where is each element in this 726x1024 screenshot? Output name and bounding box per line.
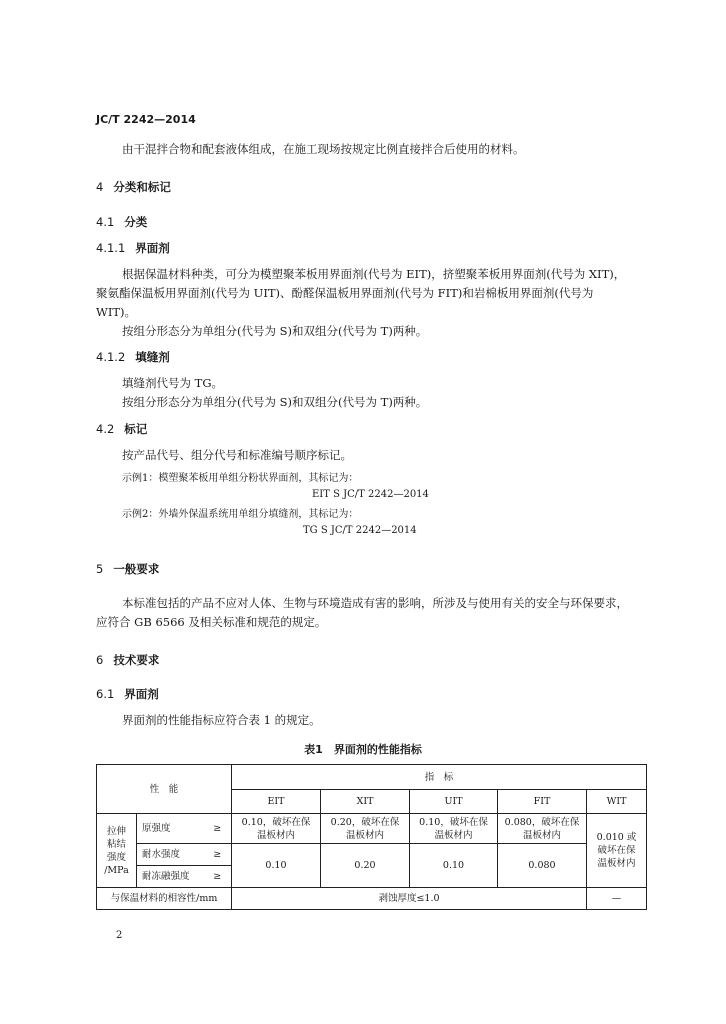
- header-property: 性 能: [97, 765, 232, 814]
- heading-6-1: [96, 686, 159, 702]
- heading-title: 技术要求: [113, 653, 160, 667]
- heading-number: 5: [96, 562, 104, 576]
- heading-4-2: [96, 421, 147, 437]
- cell-wit: [587, 814, 647, 888]
- heading-title: 一般要求: [113, 562, 160, 576]
- cell-line: 0.10，破坏在保: [419, 816, 488, 828]
- heading-title: 分类: [124, 215, 148, 229]
- para-4-1-1-line3: WIT)。: [96, 305, 137, 319]
- heading-4-1-2: [96, 349, 170, 365]
- para-4-1-2-components: 按组分形态分为单组分(代号为 S)和双组分(代号为 T)两种。: [122, 395, 428, 409]
- standard-code: JC/T 2242—2014: [96, 113, 196, 126]
- heading-title: 分类和标记: [113, 180, 171, 194]
- para-4-1-1-line2: 聚氨酯保温板用界面剂(代号为 UIT)、酚醛保温板用界面剂(代号为 FIT)和岩棉板用界面剂(代号为: [96, 286, 594, 300]
- heading-number: 4.1: [96, 215, 115, 229]
- header-index: 指 标: [232, 765, 647, 790]
- col-xit: XIT: [321, 790, 410, 814]
- col-fit: FIT: [498, 790, 587, 814]
- cell-line: 破坏在保: [597, 845, 636, 856]
- cell-original-xit: [321, 814, 410, 844]
- intro-line: 由干混拌合物和配套液体组成，在施工现场按规定比例直接拌合后使用的材料。: [122, 142, 525, 156]
- group-label-line: /MPa: [104, 864, 129, 876]
- para-4-1-1-line1: 根据保温材料种类，可分为模塑聚苯板用界面剂(代号为 EIT)，挤塑聚苯板用界面剂(代号为 XIT)，: [122, 267, 626, 281]
- row-op: ≥: [204, 814, 232, 844]
- para-4-1-2-code: 填缝剂代号为 TG。: [122, 376, 224, 390]
- table-caption: 表1 界面剂的性能指标: [304, 743, 422, 756]
- row-op: ≥: [204, 866, 232, 888]
- heading-title: 标记: [124, 422, 148, 436]
- group-label-line: 强度: [106, 851, 126, 863]
- heading-number: 4.1.2: [96, 350, 126, 364]
- example-2-mark: TG S JC/T 2242—2014: [303, 525, 417, 536]
- cell-line: 0.080，破坏在保: [504, 816, 580, 828]
- para-5-line2: 应符合 GB 6566 及相关标准和规范的规定。: [96, 615, 327, 629]
- example-1-mark: EIT S JC/T 2242—2014: [312, 489, 429, 500]
- cell-merged-eit: 0.10: [232, 844, 321, 888]
- row-name-compat: 与保温材料的相容性/mm: [97, 888, 232, 910]
- heading-5: [96, 561, 159, 577]
- cell-line: 0.10，破坏在保: [241, 816, 311, 828]
- cell-line: 温板材内: [522, 829, 561, 841]
- heading-number: 4.1.1: [96, 241, 126, 255]
- row-name-original: 原强度: [137, 814, 204, 844]
- para-6-1: 界面剂的性能指标应符合表 1 的规定。: [122, 713, 321, 727]
- heading-4: [96, 179, 171, 195]
- cell-line: 温板材内: [434, 829, 473, 841]
- cell-original-fit: [498, 814, 587, 844]
- cell-merged-xit: 0.20: [321, 844, 410, 888]
- cell-original-uit: [410, 814, 498, 844]
- heading-title: 界面剂: [135, 241, 170, 255]
- col-eit: EIT: [232, 790, 321, 814]
- cell-original-eit: [232, 814, 321, 844]
- heading-number: 6.1: [96, 687, 115, 701]
- heading-title: 填缝剂: [135, 350, 170, 364]
- heading-title: 界面剂: [124, 687, 159, 701]
- group-label-line: 粘结: [106, 838, 126, 850]
- group-label-tensile: [97, 814, 137, 888]
- col-wit: WIT: [587, 790, 647, 814]
- heading-4-1: [96, 214, 147, 230]
- spec-table: [96, 764, 647, 910]
- cell-merged-uit: 0.10: [410, 844, 498, 888]
- cell-merged-fit: 0.080: [498, 844, 587, 888]
- group-label-line: 拉伸: [106, 825, 126, 837]
- example-1: 示例1：模塑聚苯板用单组分粉状界面剂，其标记为：: [122, 473, 359, 484]
- cell-line: 0.20，破坏在保: [330, 816, 400, 828]
- row-op: ≥: [204, 844, 232, 866]
- para-5-line1: 本标准包括的产品不应对人体、生物与环境造成有害的影响，所涉及与使用有关的安全与环保要求，: [122, 596, 628, 610]
- cell-line: 温板材内: [345, 829, 384, 841]
- cell-line: 0.010 或: [596, 832, 637, 843]
- heading-number: 4.2: [96, 422, 115, 436]
- cell-line: 温板材内: [597, 858, 636, 869]
- cell-line: 温板材内: [256, 829, 295, 841]
- row-name-water: 耐水强度: [137, 844, 204, 866]
- heading-number: 6: [96, 653, 104, 667]
- page-number: 2: [116, 930, 123, 941]
- example-2: 示例2：外墙外保温系统用单组分填缝剂，其标记为：: [122, 509, 359, 520]
- para-4-1-1-components: 按组分形态分为单组分(代号为 S)和双组分(代号为 T)两种。: [122, 324, 428, 338]
- col-uit: UIT: [410, 790, 498, 814]
- heading-number: 4: [96, 180, 104, 194]
- cell-compat-value: 剥蚀厚度≤1.0: [232, 888, 587, 910]
- heading-4-1-1: [96, 240, 170, 256]
- heading-6: [96, 652, 159, 668]
- cell-compat-wit: —: [587, 888, 647, 910]
- row-name-freeze: 耐冻融强度: [137, 866, 204, 888]
- para-4-2: 按产品代号、组分代号和标准编号顺序标记。: [122, 448, 352, 462]
